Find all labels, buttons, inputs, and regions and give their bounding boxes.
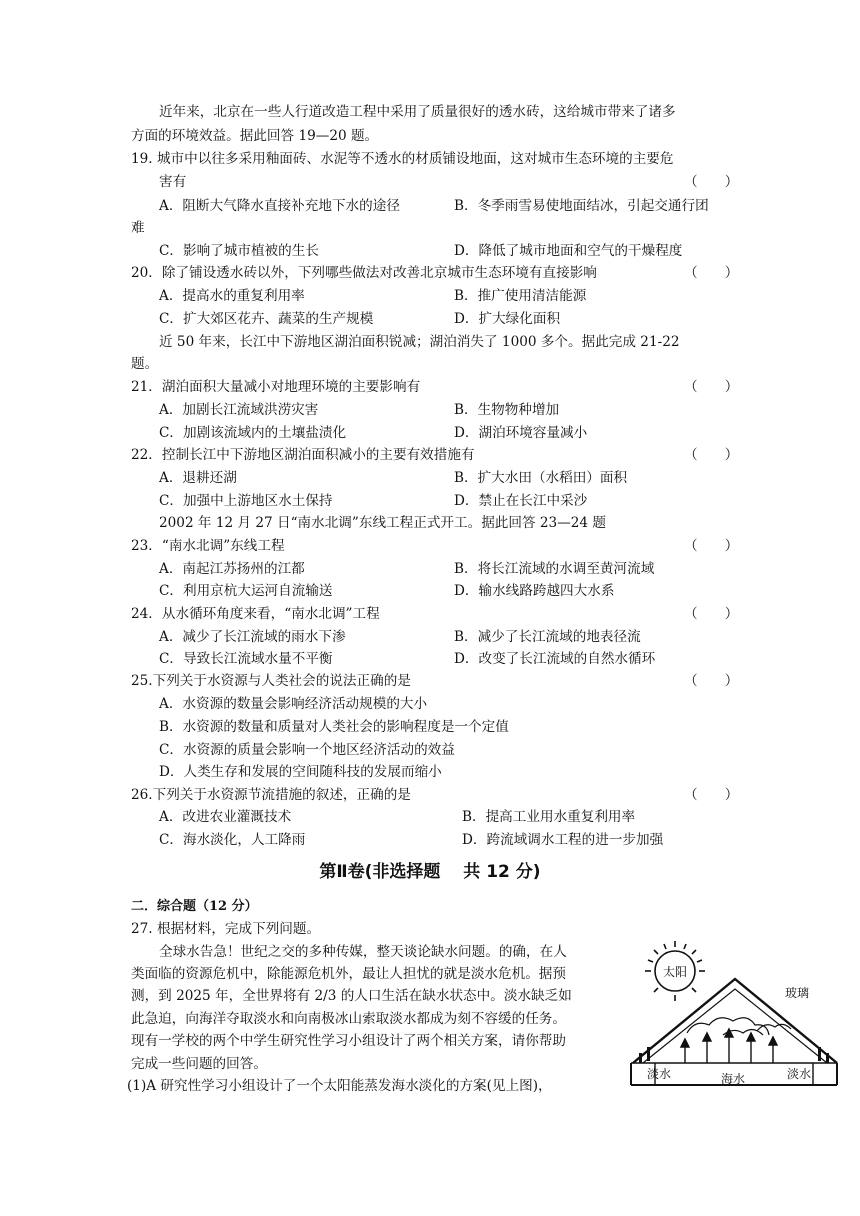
fresh-water-left-label: 淡水: [647, 1067, 672, 1081]
sun-label: 太阳: [662, 965, 688, 979]
q24-stem: 24．从水循环角度来看，“南水北调”工程: [131, 606, 380, 622]
q19-stem-cont: 害有: [159, 174, 187, 190]
q27-paragraph-line4: 此急迫，向海洋夺取淡水和向南极冰山索取淡水都成为刻不容缓的任务。: [131, 1011, 566, 1027]
q24-answer-blank[interactable]: （ ）: [684, 606, 739, 622]
q25-option-d[interactable]: D．人类生存和发展的空间随科技的发展而缩小: [159, 764, 442, 780]
q24-option-b[interactable]: B．减少了长江流域的地表径流: [454, 629, 641, 645]
q23-option-d[interactable]: D．输水线路跨越四大水系: [454, 583, 615, 599]
q25-option-a[interactable]: A．水资源的数量会影响经济活动规模的大小: [159, 696, 428, 712]
q19-option-a[interactable]: A．阻断大气降水直接补充地下水的途径: [159, 198, 400, 214]
q23-option-a[interactable]: A．南起江苏扬州的江都: [159, 561, 305, 577]
q25-stem: 25.下列关于水资源与人类社会的说法正确的是: [131, 673, 411, 689]
q22-option-b[interactable]: B．扩大水田（水稻田）面积: [454, 470, 628, 486]
q21-option-d[interactable]: D．湖泊环境容量减小: [454, 425, 588, 441]
q26-option-b[interactable]: B．提高工业用水重复利用率: [462, 809, 636, 825]
q19-option-b[interactable]: B．冬季雨雪易使地面结冰，引起交通行团: [454, 198, 709, 214]
q26-option-d[interactable]: D．跨流域调水工程的进一步加强: [462, 832, 664, 848]
intro-23-line1: 2002 年 12 月 27 日“南水北调”东线工程正式开工。据此回答 23—24 题: [159, 515, 606, 531]
part2-title: 第Ⅱ卷(非选择题 共 12 分): [319, 862, 541, 882]
q27-subquestion-1: (1)A 研究性学习小组设计了一个太阳能蒸发海水淡化的方案(见上图)，: [127, 1078, 552, 1094]
q27-paragraph-line6: 完成一些问题的回答。: [131, 1056, 267, 1072]
q21-option-b[interactable]: B．生物物种增加: [454, 402, 560, 418]
q20-option-c[interactable]: C．扩大郊区花卉、蔬菜的生产规模: [159, 311, 374, 327]
seawater-label: 海水: [721, 1072, 746, 1086]
q21-option-c[interactable]: C．加剧该流域内的土壤盐渍化: [159, 425, 347, 441]
q20-answer-blank[interactable]: （ ）: [684, 265, 739, 281]
q23-stem: 23．“南水北调”东线工程: [131, 538, 285, 554]
q21-stem: 21．湖泊面积大量减小对地理环境的主要影响有: [131, 379, 421, 395]
q20-option-b[interactable]: B．推广使用清洁能源: [454, 288, 587, 304]
q25-option-b[interactable]: B．水资源的数量和质量对人类社会的影响程度是一个定值: [159, 719, 509, 735]
q22-option-a[interactable]: A．退耕还湖: [159, 470, 237, 486]
section-heading: 二．综合题（12 分）: [131, 899, 258, 914]
q26-option-a[interactable]: A．改进农业灌溉技术: [159, 809, 292, 825]
q27-paragraph-line1: 全球水告急！世纪之交的多种传媒，整天谈论缺水问题。的确，在人: [159, 944, 567, 960]
q22-option-d[interactable]: D．禁止在长江中采沙: [454, 493, 588, 509]
q22-stem: 22．控制长江中下游地区湖泊面积减小的主要有效措施有: [131, 447, 475, 463]
q26-option-c[interactable]: C．海水淡化，人工降雨: [159, 832, 306, 848]
q24-option-c[interactable]: C．导致长江流域水量不平衡: [159, 651, 333, 667]
q24-option-a[interactable]: A．减少了长江流域的雨水下渗: [159, 629, 346, 645]
q27-stem: 27. 根据材料，完成下列问题。: [131, 921, 321, 937]
glass-label: 玻璃: [785, 986, 810, 1000]
q27-paragraph-line5: 现有一学校的两个中学生研究性学习小组设计了两个相关方案，请你帮助: [131, 1033, 566, 1049]
intro-21-line1: 近 50 年来，长江中下游地区湖泊面积锐减；湖泊消失了 1000 多个。据此完成 21-22: [159, 334, 680, 350]
q25-answer-blank[interactable]: （ ）: [684, 673, 739, 689]
q19-option-c[interactable]: C．影响了城市植被的生长: [159, 243, 319, 259]
q25-option-c[interactable]: C．水资源的质量会影响一个地区经济活动的效益: [159, 742, 455, 758]
solar-desalination-figure: [625, 935, 843, 1105]
q26-answer-blank[interactable]: （ ）: [684, 787, 739, 803]
q23-option-b[interactable]: B．将长江流域的水调至黄河流域: [454, 561, 655, 577]
q21-answer-blank[interactable]: （ ）: [684, 379, 739, 395]
q23-option-c[interactable]: C．利用京杭大运河自流输送: [159, 583, 333, 599]
q27-paragraph-line3: 测，到 2025 年，全世界将有 2/3 的人口生活在缺水状态中。淡水缺乏如: [131, 988, 572, 1004]
q24-option-d[interactable]: D．改变了长江流域的自然水循环: [454, 651, 656, 667]
q20-option-a[interactable]: A．提高水的重复利用率: [159, 288, 305, 304]
q27-paragraph-line2: 类面临的资源危机中，除能源危机外，最让人担忧的就是淡水危机。据预: [131, 966, 566, 982]
vapor-clouds: [687, 1018, 791, 1035]
fresh-water-right-label: 淡水: [787, 1067, 812, 1081]
q26-stem: 26.下列关于水资源节流措施的叙述，正确的是: [131, 787, 411, 803]
q22-option-c[interactable]: C．加强中上游地区水土保持: [159, 493, 333, 509]
q19-answer-blank[interactable]: （ ）: [684, 174, 739, 190]
condensation-drops: [639, 1047, 829, 1063]
intro-21-line2: 题。: [131, 356, 159, 372]
intro-19-line2: 方面的环境效益。据此回答 19—20 题。: [131, 128, 379, 144]
q22-answer-blank[interactable]: （ ）: [684, 447, 739, 463]
q21-option-a[interactable]: A．加剧长江流域洪涝灾害: [159, 402, 319, 418]
q19-option-d[interactable]: D．降低了城市地面和空气的干燥程度: [454, 243, 683, 259]
q20-option-d[interactable]: D．扩大绿化面积: [454, 311, 561, 327]
q19-stem: 19. 城市中以往多采用釉面砖、水泥等不透水的材质铺设地面，这对城市生态环境的主要危: [131, 151, 674, 167]
q20-stem: 20．除了铺设透水砖以外，下列哪些做法对改善北京城市生态环境有直接影响: [131, 265, 597, 281]
q23-answer-blank[interactable]: （ ）: [684, 538, 739, 554]
intro-19-line1: 近年来，北京在一些人行道改造工程中采用了质量很好的透水砖，这给城市带来了诸多: [159, 104, 676, 120]
q19-option-b-cont: 难: [131, 220, 145, 236]
